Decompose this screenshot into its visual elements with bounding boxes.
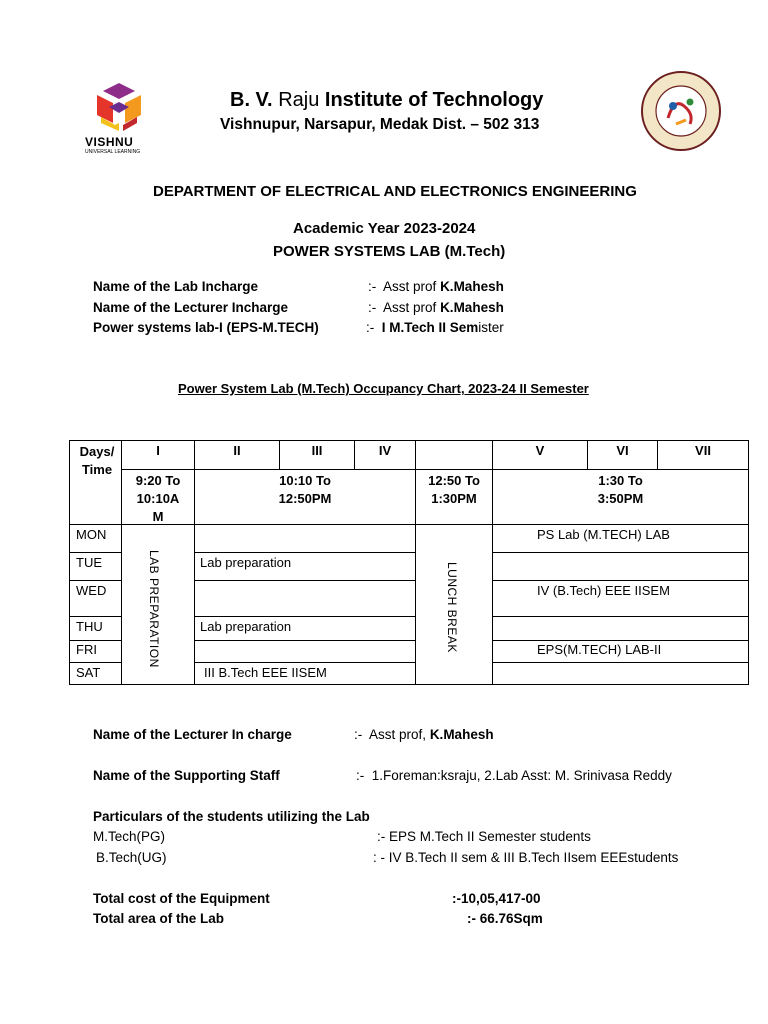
morning-cell-sat: III B.Tech EEE IISEM (204, 665, 327, 680)
period-header: V (535, 443, 545, 458)
afternoon-cell-mon: PS Lab (M.TECH) LAB (537, 527, 670, 542)
period-header: I (156, 443, 160, 458)
period-header: VI (616, 443, 629, 458)
pg-label: M.Tech(PG) (93, 829, 166, 844)
logo-name: VISHNU (85, 135, 134, 149)
day-label: SAT (76, 665, 101, 680)
day-label: TUE (76, 555, 102, 570)
day-label: FRI (76, 642, 97, 657)
lab-preparation-vertical: LAB PREPARATION (147, 550, 161, 668)
day-label: WED (76, 583, 107, 598)
particulars-label: Particulars of the students utilizing the Lab (93, 809, 370, 824)
pg-value: :- EPS M.Tech II Semester students (377, 829, 591, 844)
lecturer-label: Name of the Lecturer In charge (93, 727, 292, 742)
time-slot-p5-7: 1:30 To 3:50PM (597, 473, 644, 506)
afternoon-cell-wed: IV (B.Tech) EEE IISEM (537, 583, 670, 598)
info-label-lecturer-incharge: Name of the Lecturer Incharge (93, 300, 289, 315)
lecturer-value: :- Asst prof, K.Mahesh (354, 727, 494, 742)
info-label-power-systems-lab: Power systems lab-I (EPS-M.TECH) (93, 320, 319, 335)
info-label-lab-incharge: Name of the Lab Incharge (93, 279, 259, 294)
time-slot-lunch: 12:50 To 1:30PM (428, 473, 480, 506)
department-seal (640, 70, 722, 152)
morning-cell-tue: Lab preparation (200, 555, 292, 570)
institute-title: B. V. Raju Institute of Technology (230, 89, 544, 111)
info-value-power-systems-lab: :- I M.Tech II Semister (366, 320, 504, 335)
corner-label: Days/ Time (79, 444, 115, 477)
time-slot-p1: 9:20 To 10:10A M (135, 473, 181, 524)
info-value-lecturer-incharge: :- Asst prof K.Mahesh (368, 300, 504, 315)
lab-area-value: :- 66.76Sqm (467, 911, 543, 926)
time-slot-p2-4: 10:10 To 12:50PM (278, 473, 332, 506)
lab-area-label: Total area of the Lab (93, 911, 225, 926)
supporting-staff-label: Name of the Supporting Staff (93, 768, 280, 783)
afternoon-cell-fri: EPS(M.TECH) LAB-II (537, 642, 662, 657)
timetable (69, 440, 749, 685)
period-header: II (233, 443, 241, 458)
ug-label: B.Tech(UG) (96, 850, 167, 865)
day-label: MON (76, 527, 107, 542)
lab-title: POWER SYSTEMS LAB (M.Tech) (273, 243, 506, 260)
logo-tagline: UNIVERSAL LEARNING (85, 149, 141, 155)
occupancy-chart-title: Power System Lab (M.Tech) Occupancy Chart, 2023-24 II Semester (178, 381, 589, 396)
morning-cell-thu: Lab preparation (200, 619, 292, 634)
supporting-staff-value: :- 1.Foreman:ksraju, 2.Lab Asst: M. Srinivasa Reddy (356, 768, 672, 783)
academic-year: Academic Year 2023-2024 (293, 220, 476, 237)
period-header: III (311, 443, 323, 458)
info-value-lab-incharge: :- Asst prof K.Mahesh (368, 279, 504, 294)
equipment-cost-label: Total cost of the Equipment (93, 891, 270, 906)
lunch-break-vertical: LUNCH BREAK (445, 562, 459, 653)
period-header: IV (378, 443, 392, 458)
vishnu-logo (79, 83, 159, 161)
department-heading: DEPARTMENT OF ELECTRICAL AND ELECTRONICS ENGINEERING (153, 183, 637, 200)
period-header: VII (695, 443, 711, 458)
institute-address: Vishnupur, Narsapur, Medak Dist. – 502 313 (220, 116, 540, 133)
day-label: THU (76, 619, 103, 634)
ug-value: : - IV B.Tech II sem & III B.Tech IIsem EEEstudents (373, 850, 679, 865)
equipment-cost-value: :-10,05,417-00 (452, 891, 541, 906)
